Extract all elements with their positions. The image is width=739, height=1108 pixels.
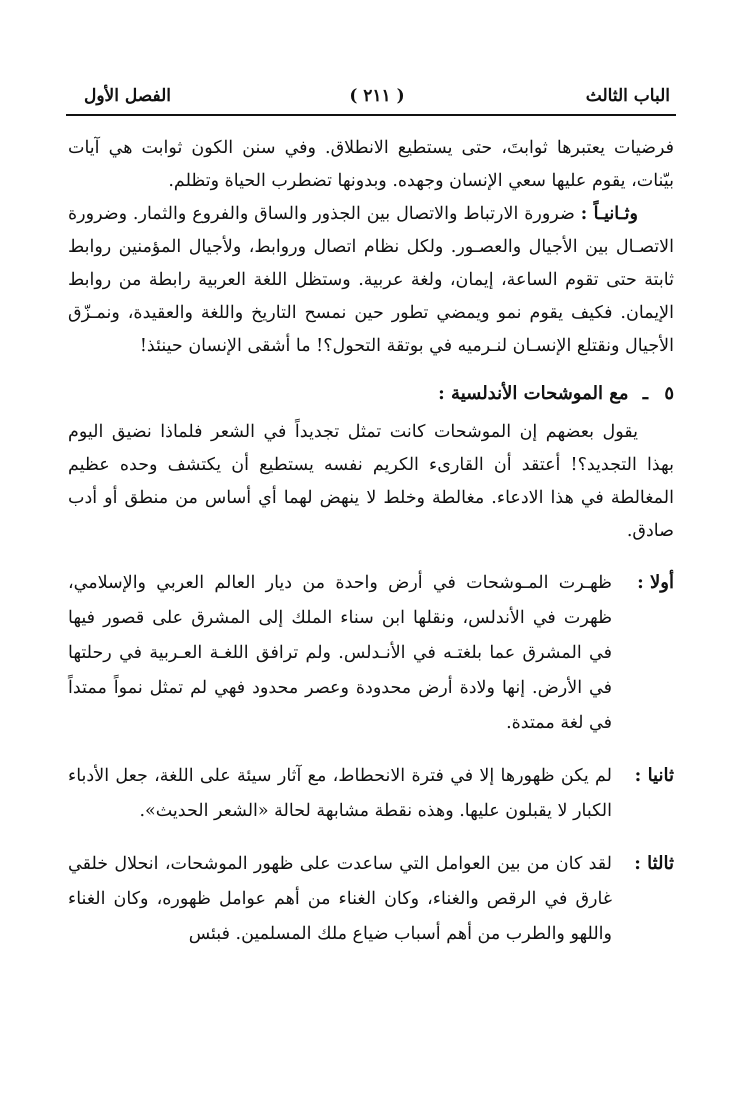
point-text: لم يكن ظهورها إلا في فترة الانحطاط، مع آثار سيئة على اللغة، جعل الأدباء الكبار لا يقبلون عليها. وهذه نقطة مشابهة لحالة «الشعر الحديث». [68,766,612,821]
page-number: ( ٢١١ ) [349,86,405,106]
paragraph-intro-2 [68,198,674,363]
point-text: لقد كان من بين العوامل التي ساعدت على ظهور الموشحات، انحلال خلقي غارق في الرقص والغناء، وكان الغناء من أهم عوامل ظهوره، وكان الغناء واللهو والطرب من أهم أسباب ضياع ملك المسلمين. فبئس [68,854,612,944]
section-number: ٥ [664,383,674,404]
section-bullet: ـ [642,383,649,404]
section-heading [68,377,674,410]
point-label: ثانيا : [634,765,674,786]
point-first [68,566,674,741]
section-paragraph: يقول بعضهم إن الموشحات كانت تمثل تجديداً في الشعر فلماذا نضيق اليوم بهذا التجديد؟! أعتقد أن القارىء الكريم نفسه يستطيع أن يكتشف وحده عظيم المغالطة في هذا الادعاء. مغالطة وخلط لا ينهض لهما أي أساس من منطق أو أدب صادق. [68,422,674,541]
point-label: أولا : [637,572,674,593]
second-point-text: ضرورة الارتباط والاتصال بين الجذور والساق والفروع والثمار. وضرورة الاتصـال بين الأجيال والعصـور. ولكل نظام اتصال وروابط، ولأجيال المؤمنين روابط ثابتة حتى تقوم الساعة، إيمان، ولغة عربية. وستظل اللغة العربية رابطة من روابط الإيمان. فكيف يقوم نمو ويمضي تطور حين نمسح التاريخ واللغة والعقيدة، ونمـزّق الأجيال ونقتلع الإنسـان لنـرميه في بوتقة التحول؟! ما أشقى الإنسان حينئذ! [68,204,674,356]
page-body [68,132,674,952]
paragraph-intro-1: فرضيات يعتبرها ثوابتَ، حتى يستطيع الانطلاق. وفي سنن الكون ثوابت هي آيات بيّنات، يقوم عليها سعي الإنسان وجهده. وبدونها تضطرب الحياة وتظلم. [68,138,674,191]
section-heading-text: مع الموشحات الأندلسية : [438,383,629,404]
page-header [84,82,670,112]
point-third [68,847,674,952]
second-point-label: وثـانيـاً : [580,204,638,224]
point-text: ظهـرت المـوشحات في أرض واحدة من ديار العالم العربي والإسلامي، ظهرت في الأندلس، ونقلها ابن سناء الملك إلى المشرق على قصور فيها في المشرق عما بلغتـه في الأنـدلس. ولم ترافق اللغـة العـربية في رحلتها في الأرض. إنها ولادة أرض محدودة وعصر محدود فهي لم تمثل نمواً ممتداً في لغة ممتدة. [68,573,612,733]
point-label: ثالثا : [634,853,674,874]
section-title: الفصل الأول [84,86,172,106]
point-second [68,759,674,829]
header-divider [66,114,676,116]
chapter-title: الباب الثالث [585,86,670,106]
